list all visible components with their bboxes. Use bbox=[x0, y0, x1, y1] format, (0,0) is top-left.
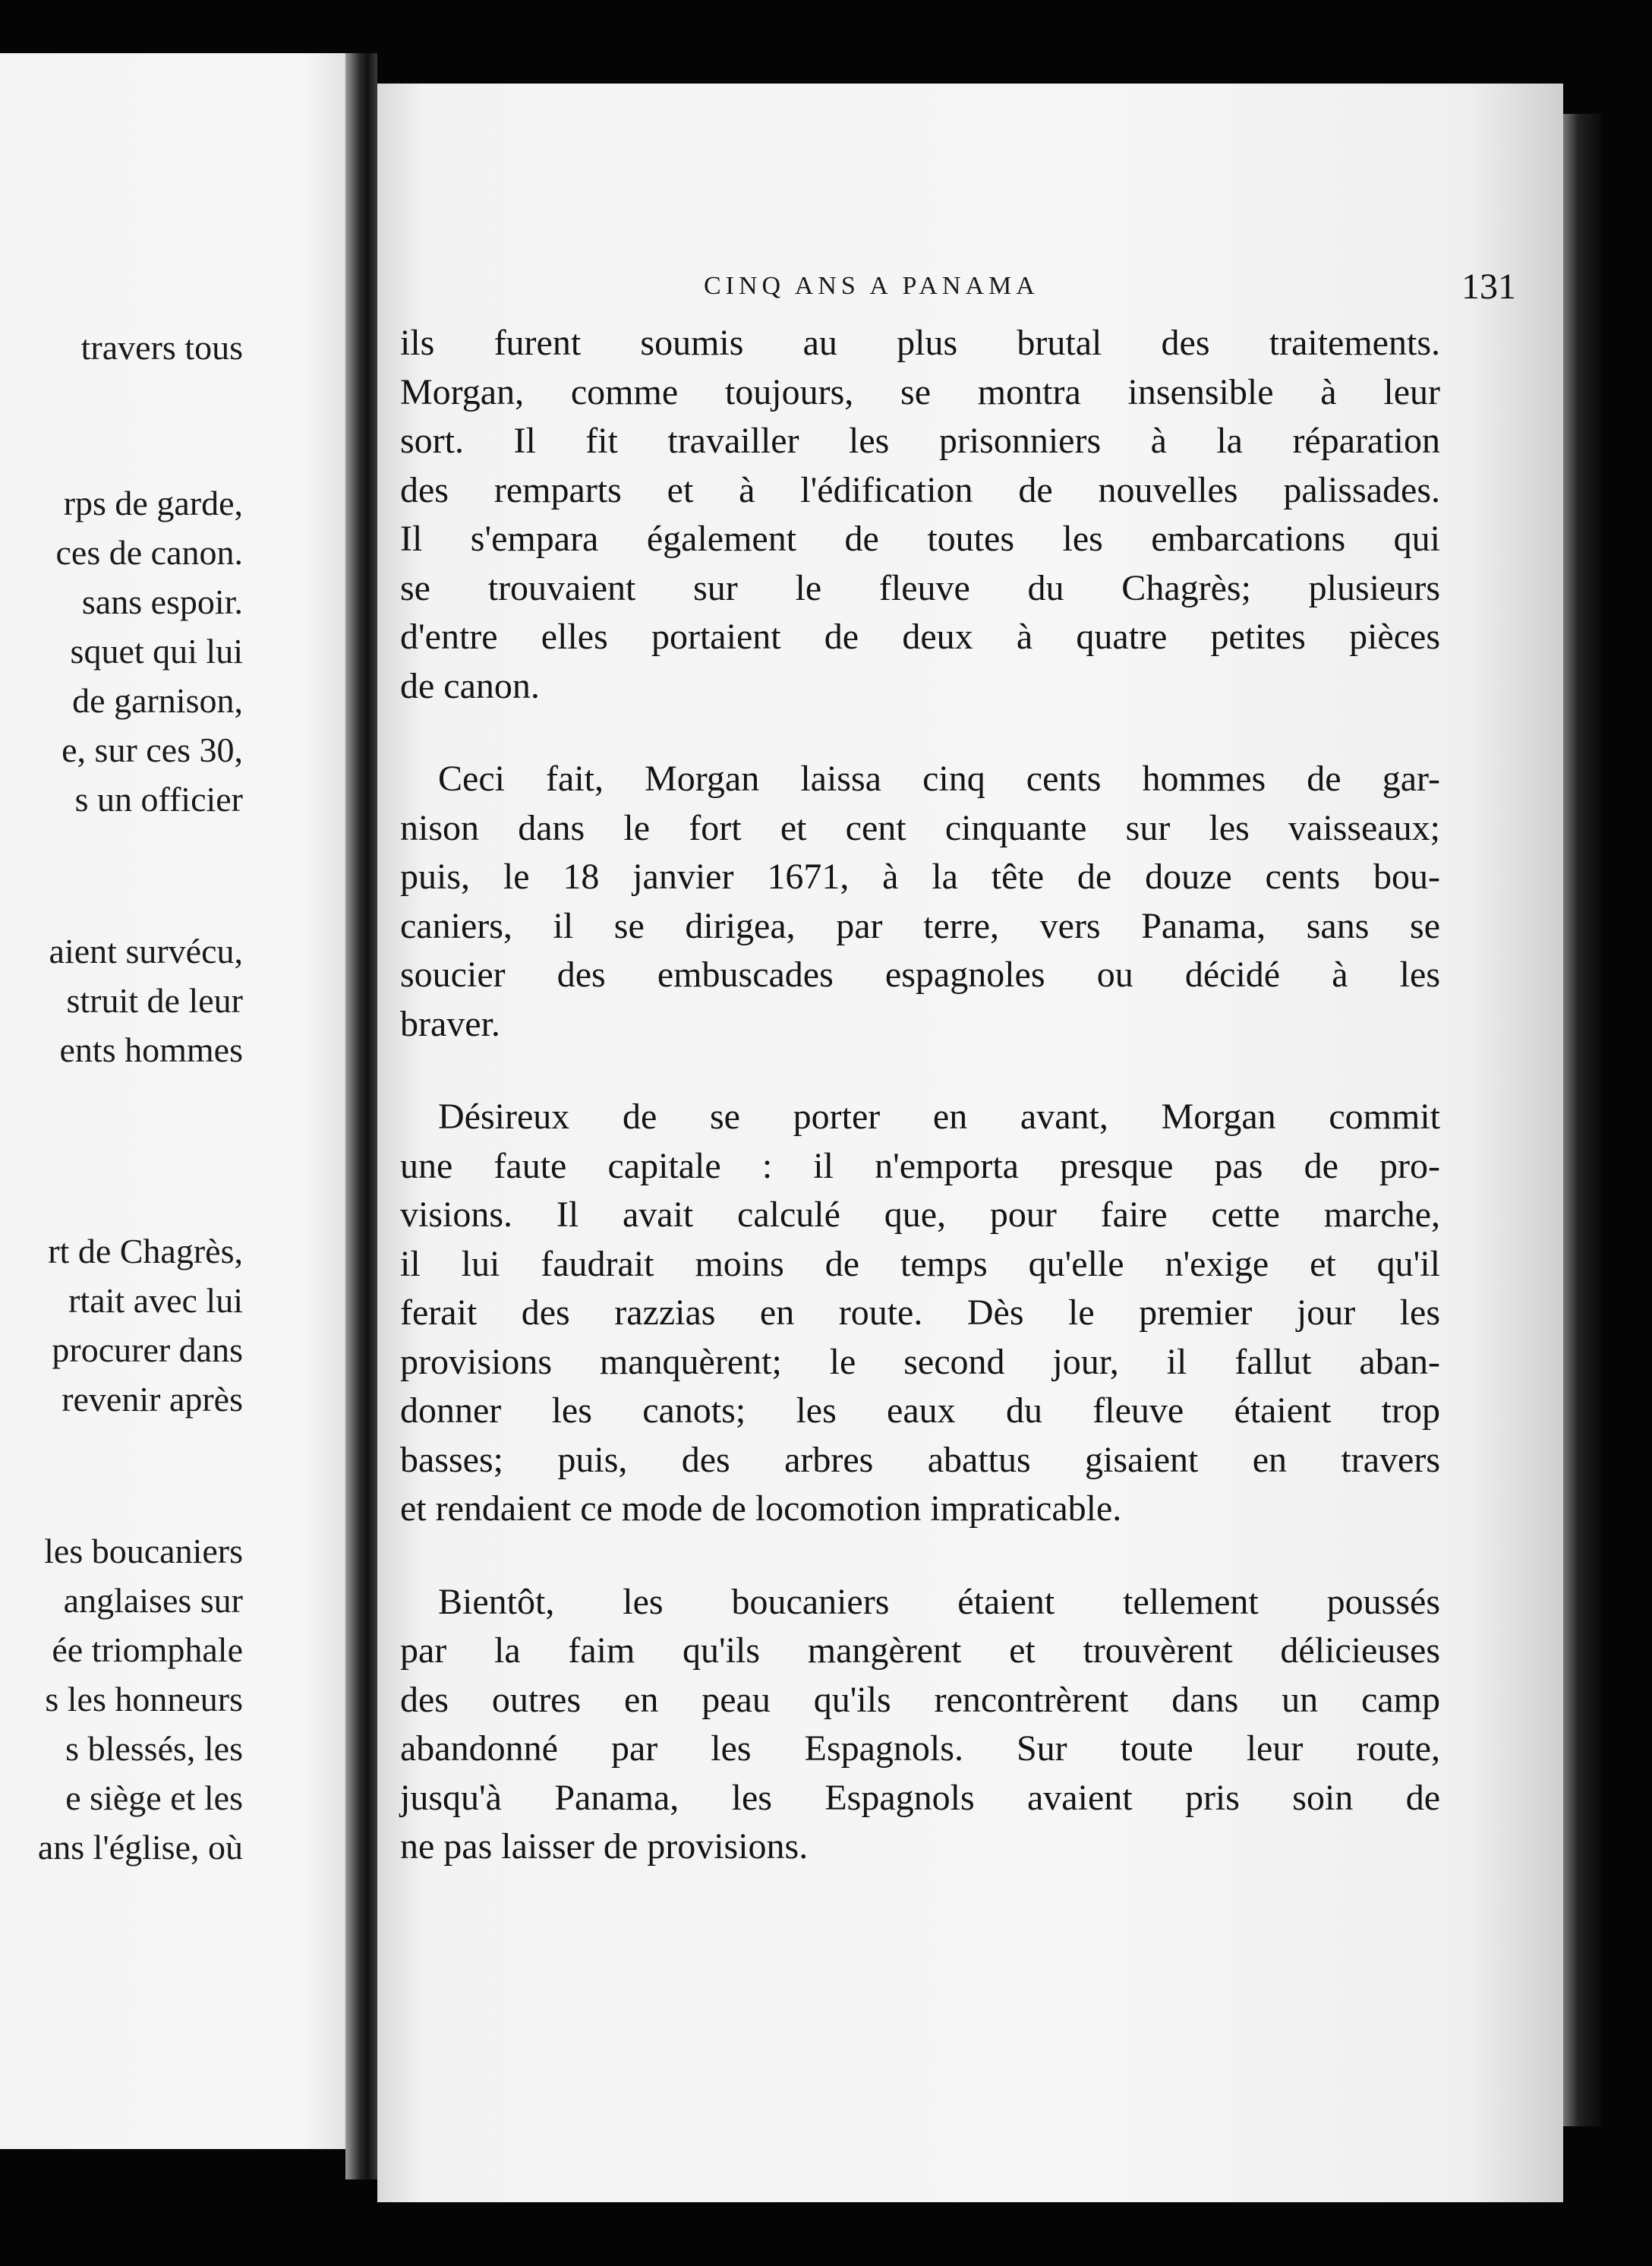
text-line: Désireux de se porter en avant, Morgan commit bbox=[438, 1097, 1440, 1137]
left-page-line: ans l'église, où bbox=[37, 1828, 243, 1867]
text-line: de canon. bbox=[400, 665, 540, 706]
left-page-line: ents hommes bbox=[59, 1030, 243, 1069]
book-gutter bbox=[345, 53, 377, 2179]
text-line: une faute capitale : il n'emporta presque pas de pro- bbox=[400, 1145, 1440, 1186]
text-line: jusqu'à Panama, les Espagnols avaient pris soin de bbox=[400, 1777, 1440, 1818]
text-line: il lui faudrait moins de temps qu'elle n'exige et qu'il bbox=[400, 1243, 1440, 1284]
running-title: CINQ ANS A PANAMA bbox=[704, 272, 1039, 300]
text-line: Morgan, comme toujours, se montra insensible à leur bbox=[400, 371, 1440, 412]
text-line: Il s'empara également de toutes les embarcations qui bbox=[400, 519, 1440, 559]
left-page-line: revenir après bbox=[61, 1380, 243, 1419]
left-page-line: de garnison, bbox=[72, 681, 243, 720]
text-line: sort. Il fit travailler les prisonniers à la réparation bbox=[400, 421, 1440, 461]
page-number: 131 bbox=[1461, 267, 1516, 307]
text-line: se trouvaient sur le fleuve du Chagrès; plusieurs bbox=[400, 567, 1440, 608]
text-line: et rendaient ce mode de locomotion impraticable. bbox=[400, 1488, 1122, 1529]
paragraph bbox=[400, 1578, 1440, 1872]
left-page-line: anglaises sur bbox=[63, 1581, 243, 1620]
left-page-line: les boucaniers bbox=[44, 1532, 243, 1570]
left-page-line: aient survécu, bbox=[49, 932, 243, 970]
text-line: caniers, il se dirigea, par terre, vers Panama, sans se bbox=[400, 905, 1440, 946]
left-page-line: travers tous bbox=[80, 328, 243, 367]
text-line: ferait des razzias en route. Dès le premier jour les bbox=[400, 1292, 1440, 1333]
text-line: d'entre elles portaient de deux à quatre petites pièces bbox=[400, 617, 1440, 657]
left-page-fragment bbox=[0, 53, 357, 2149]
text-line: Bientôt, les boucaniers étaient tellement poussés bbox=[438, 1581, 1440, 1622]
left-page-line: e siège et les bbox=[65, 1778, 243, 1817]
left-page-line: s les honneurs bbox=[45, 1680, 243, 1718]
text-line: puis, le 18 janvier 1671, à la tête de douze cents bou- bbox=[400, 857, 1440, 897]
text-line: nison dans le fort et cent cinquante sur les vaisseaux; bbox=[400, 807, 1440, 848]
text-line: ils furent soumis au plus brutal des traitements. bbox=[400, 323, 1440, 363]
paragraph bbox=[400, 755, 1440, 1049]
left-page-line: squet qui lui bbox=[70, 632, 243, 671]
left-page-line: s un officier bbox=[74, 780, 243, 819]
page-edge-shadow bbox=[1563, 114, 1601, 2126]
left-page-line: e, sur ces 30, bbox=[61, 731, 243, 769]
text-line: par la faim qu'ils mangèrent et trouvèrent délicieuses bbox=[400, 1630, 1440, 1671]
text-line: soucier des embuscades espagnoles ou décidé à les bbox=[400, 955, 1440, 995]
left-page-line: ée triomphale bbox=[52, 1630, 243, 1669]
left-page-line: struit de leur bbox=[66, 981, 243, 1020]
text-line: des remparts et à l'édification de nouvelles palissades. bbox=[400, 469, 1440, 510]
left-page-line: rtait avec lui bbox=[68, 1281, 243, 1320]
text-line: des outres en peau qu'ils rencontrèrent dans un camp bbox=[400, 1679, 1440, 1720]
paragraph bbox=[400, 319, 1440, 711]
text-line: basses; puis, des arbres abattus gisaient en travers bbox=[400, 1439, 1440, 1480]
paragraph bbox=[400, 1093, 1440, 1534]
text-line: Ceci fait, Morgan laissa cinq cents hommes de gar- bbox=[438, 759, 1440, 799]
body-text bbox=[400, 319, 1440, 1916]
text-line: ne pas laisser de provisions. bbox=[400, 1826, 809, 1867]
text-line: abandonné par les Espagnols. Sur toute leur route, bbox=[400, 1728, 1440, 1769]
left-page-line: s blessés, les bbox=[65, 1729, 243, 1768]
text-line: visions. Il avait calculé que, pour faire cette marche, bbox=[400, 1195, 1440, 1235]
left-page-line: ces de canon. bbox=[55, 533, 243, 572]
running-head bbox=[704, 266, 1516, 311]
text-line: braver. bbox=[400, 1003, 500, 1044]
right-page bbox=[377, 84, 1563, 2202]
left-page-line: rps de garde, bbox=[63, 484, 243, 522]
left-page-line: procurer dans bbox=[52, 1330, 243, 1369]
text-line: donner les canots; les eaux du fleuve étaient trop bbox=[400, 1390, 1440, 1431]
left-page-line: rt de Chagrès, bbox=[48, 1232, 243, 1270]
left-page-line: sans espoir. bbox=[81, 582, 243, 621]
text-line: provisions manquèrent; le second jour, il fallut aban- bbox=[400, 1341, 1440, 1382]
